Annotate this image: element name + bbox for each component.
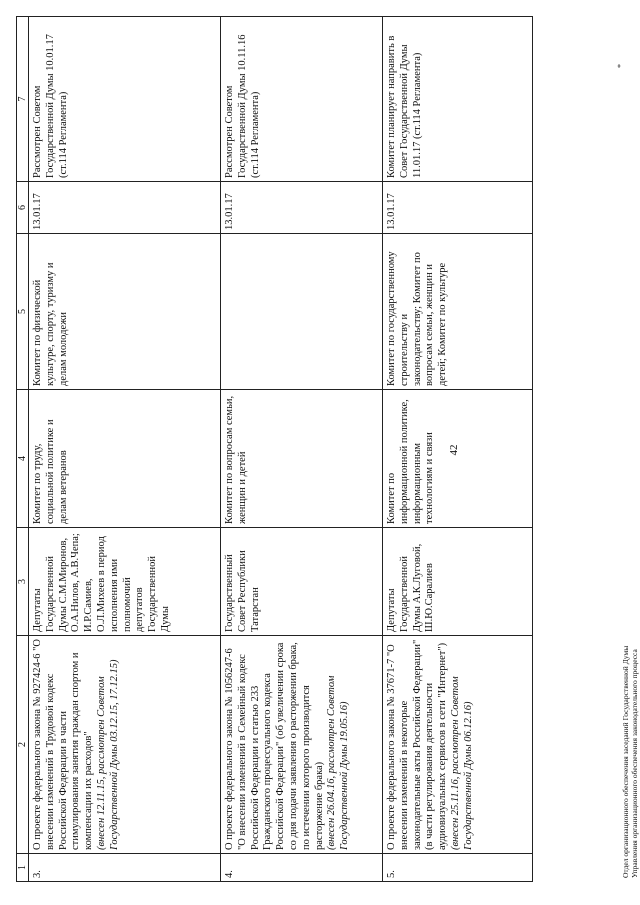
col-header-1: 1: [17, 854, 29, 882]
bill-description: [29, 636, 221, 854]
table-row: [221, 17, 383, 882]
bill-authors: Государственный Совет Республики Татарстан: [221, 528, 383, 636]
col-header-4: 4: [17, 390, 29, 528]
responsible-committee: Комитет по труду, социальной политике и делам ветеранов: [29, 390, 221, 528]
col-header-3: 3: [17, 528, 29, 636]
bill-description: [221, 636, 383, 854]
col-header-6: 6: [17, 182, 29, 234]
bill-title: О проекте федерального закона № 1056247-6 "О внесении изменений в Семейный кодекс Российской Федерации и статью 233 Гражданского процессуального кодекса Российской Федерации" (об увеличении срока со дня подачи заявления о расторжении брака, по истечении которого производится расторжение брака): [224, 642, 325, 850]
col-header-5: 5: [17, 234, 29, 390]
footer-line-2: Управления организационного обеспечения законодательного процесса: [629, 649, 639, 878]
status: Рассмотрен Советом Государственной Думы 10.11.16 (ст.114 Регламента): [221, 17, 383, 182]
footer-marker: *: [616, 64, 625, 68]
bill-note: (внесен 25.11.16, рассмотрен Советом Государственной Думы 06.12.16): [449, 676, 474, 850]
footer: [622, 646, 639, 878]
date: 13.01.17: [383, 182, 533, 234]
co-committees: [221, 234, 383, 390]
col-header-7: 7: [17, 17, 29, 182]
col-header-2: 2: [17, 636, 29, 854]
date: 13.01.17: [29, 182, 221, 234]
bill-authors: Депутаты Государственной Думы А.К.Луговой, Ш.Ю.Саралиев: [383, 528, 533, 636]
bill-authors: Депутаты Государственной Думы С.М.Миронов, О.А.Нилов, А.В.Чепа; И.Р.Самиев, О.Л.Михеев в период исполнения ими полномочий депутатов Государственной Думы: [29, 528, 221, 636]
row-number: 3.: [29, 854, 221, 882]
table-row: [29, 17, 221, 882]
row-number: 4.: [221, 854, 383, 882]
rotated-page: [0, 10, 640, 890]
date: 13.01.17: [221, 182, 383, 234]
bill-note: (внесен 26.04.16, рассмотрен Советом Государственной Думы 19.05.16): [326, 675, 351, 850]
co-committees: Комитет по физической культуре, спорту, туризму и делам молодежи: [29, 234, 221, 390]
header-row: [17, 17, 29, 882]
bill-note: (внесен 12.11.15, рассмотрен Советом Государственной Думы 03.12.15, 17.12.15): [95, 659, 120, 850]
row-number: 5.: [383, 854, 533, 882]
footer-line-1: Отдел организационного обеспечения заседаний Государственной Думы: [621, 645, 630, 878]
bill-title: О проекте федерального закона № 927424-6 "О внесении изменений в Трудовой кодекс Российской Федерации в части стимулирования занятия граждан спортом и компенсации их расходов": [32, 638, 95, 850]
page-number: 42: [448, 444, 460, 456]
status: Комитет планирует направить в Совет Государственной Думы 11.01.17 (ст.114 Регламента): [383, 17, 533, 182]
responsible-committee: Комитет по вопросам семьи, женщин и детей: [221, 390, 383, 528]
responsible-committee: Комитет по информационной политике, информационным технологиям и связи: [383, 390, 533, 528]
co-committees: Комитет по государственному строительству и законодательству; Комитет по вопросам семьи, женщин и детей; Комитет по культуре: [383, 234, 533, 390]
bill-title: О проекте федерального закона № 37671-7 "О внесении изменений в некоторые законодательные акты Российской Федерации" (в части регулирования деятельности аудиовизуальных сервисов в сети "Интернет"): [386, 639, 449, 850]
status: Рассмотрен Советом Государственной Думы 10.01.17 (ст.114 Регламента): [29, 17, 221, 182]
